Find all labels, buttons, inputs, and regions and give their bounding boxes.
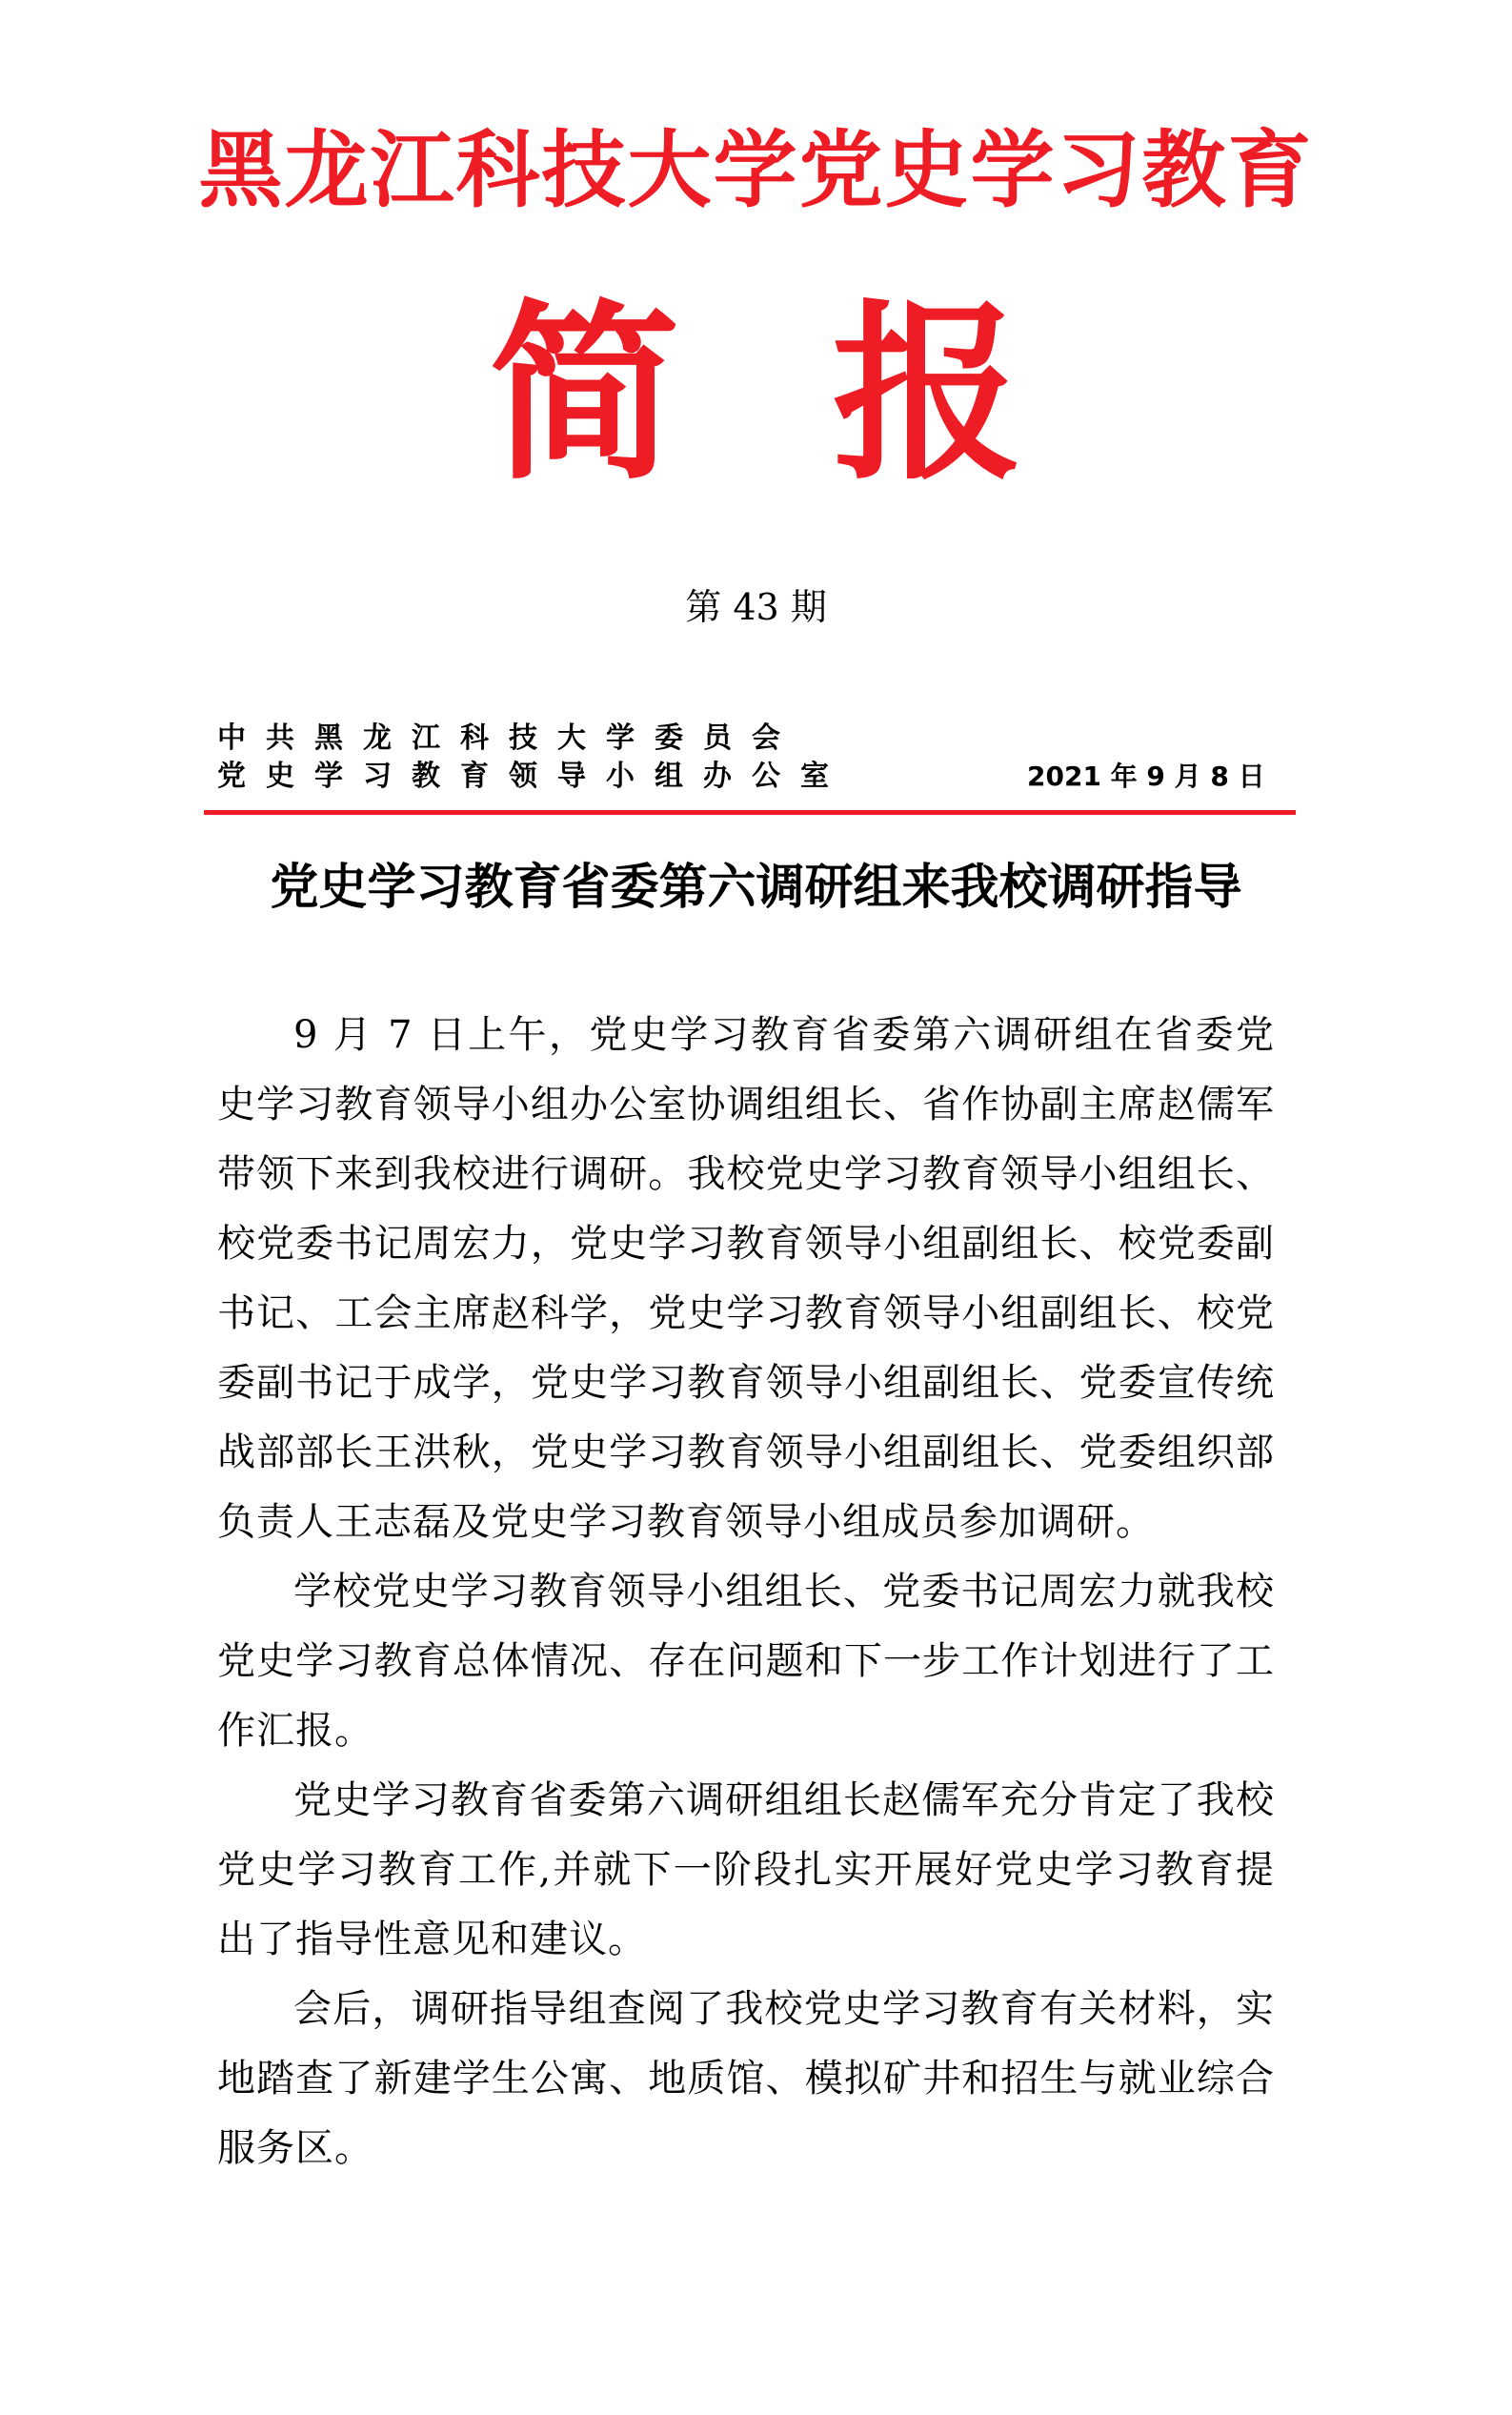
masthead-bulletin-char-1: 简 xyxy=(489,284,680,506)
paragraph: 会后，调研指导组查阅了我校党史学习教育有关材料，实地踏查了新建学生公寓、地质馆、模拟矿井和招生与就业综合服务区。 xyxy=(217,1987,1275,2170)
article-title: 党史学习教育省委第六调研组来我校调研指导 xyxy=(270,859,1242,916)
issue-date: 2021 年 9 月 8 日 xyxy=(1027,761,1265,792)
masthead-title: 黑龙江科技大学党史学习教育 xyxy=(198,120,1314,219)
paragraph: 学校党史学习教育领导小组组长、党委书记周宏力就我校党史学习教育总体情况、存在问题和下一步工作计划进行了工作汇报。 xyxy=(217,1570,1275,1753)
paragraph: 9 月 7 日上午，党史学习教育省委第六调研组在省委党史学习教育领导小组办公室协调组组长、省作协副主席赵儒军带领下来到我校进行调研。我校党史学习教育领导小组组长、校党委书记周宏力，党史学习教育领导小组副组长、校党委副书记、工会主席赵科学，党史学习教育领导小组副组长、校党委副书记于成学，党史学习教育领导小组副组长、党委宣传统战部部长王洪秋，党史学习教育领导小组副组长、党委组织部负责人王志磊及党史学习教育领导小组成员参加调研。 xyxy=(217,1013,1275,1544)
issuer-line-1: 中共黑龙江科技大学委员会 xyxy=(217,721,800,755)
masthead-bulletin-char-2: 报 xyxy=(832,284,1023,506)
masthead-bulletin xyxy=(0,286,1512,505)
issue-number: 第 43 期 xyxy=(685,586,827,628)
paragraph: 党史学习教育省委第六调研组组长赵儒军充分肯定了我校党史学习教育工作,并就下一阶段扎实开展好党史学习教育提出了指导性意见和建议。 xyxy=(217,1778,1275,1961)
article-body xyxy=(217,1001,1275,2183)
red-divider xyxy=(204,810,1296,815)
issuer-line-2: 党史学习教育领导小组办公室 xyxy=(217,760,849,793)
